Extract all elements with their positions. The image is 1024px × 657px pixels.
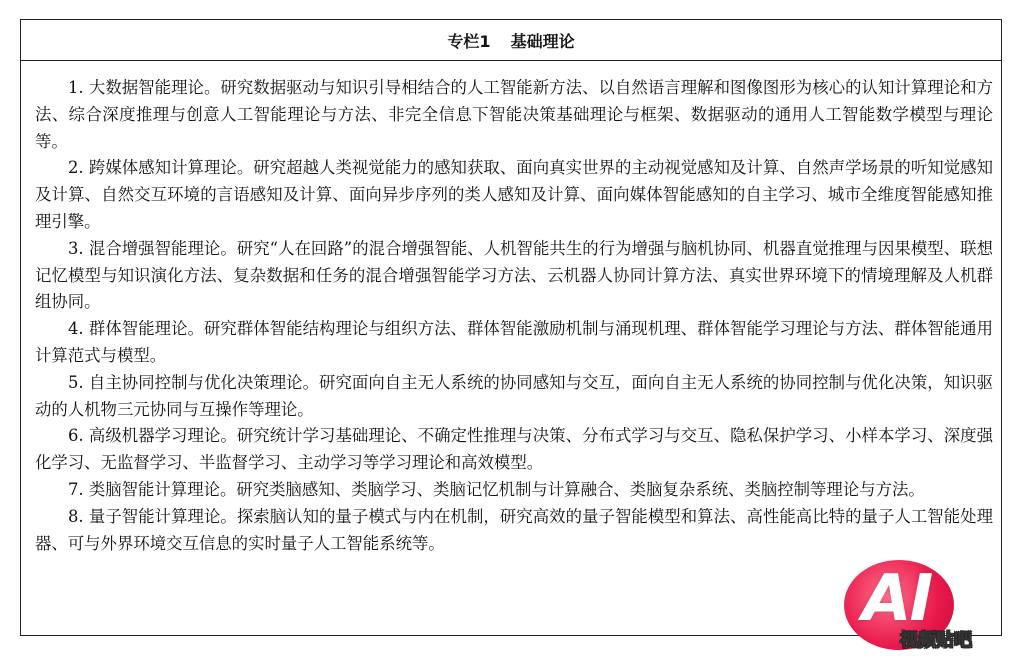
watermark-logo xyxy=(840,556,1024,657)
box-content xyxy=(21,61,1001,557)
column-label: 专栏1 xyxy=(447,31,491,51)
paragraph-6: 6. 高级机器学习理论。研究统计学习基础理论、不确定性推理与决策、分布式学习与交互、隐私保护学习、小样本学习、深度强化学习、无监督学习、半监督学习、主动学习等学习理论和高效模型。 xyxy=(35,426,993,473)
paragraph-8: 8. 量子智能计算理论。探索脑认知的量子模式与内在机制，研究高效的量子智能模型和算法、高性能高比特的量子人工智能处理器、可与外界环境交互信息的实时量子人工智能系统等。 xyxy=(35,506,993,553)
paragraph-4: 4. 群体智能理论。研究群体智能结构理论与组织方法、群体智能激励机制与涌现机理、群体智能学习理论与方法、群体智能通用计算范式与模型。 xyxy=(35,319,993,365)
paragraph-5: 5. 自主协同控制与优化决策理论。研究面向自主无人系统的协同感知与交互，面向自主无人系统的协同控制与优化决策，知识驱动的人机物三元协同与互操作等理论。 xyxy=(35,372,993,419)
logo-caption: 视频贴吧 xyxy=(900,630,972,651)
box-title: 基础理论 xyxy=(510,31,575,51)
paragraph-2: 2. 跨媒体感知计算理论。研究超越人类视觉能力的感知获取、面向真实世界的主动视觉感知及计算、自然声学场景的听知觉感知及计算、自然交互环境的言语感知及计算、面向异步序列的类人感知及计算、面向媒体智能感知的自主学习、城市全维度智能感知推理引擎。 xyxy=(35,158,993,231)
box-header xyxy=(21,20,1001,61)
paragraph-3: 3. 混合增强智能理论。研究“人在回路”的混合增强智能、人机智能共生的行为增强与脑机协同、机器直觉推理与因果模型、联想记忆模型与知识演化方法、复杂数据和任务的混合增强智能学习方法、云机器人协同计算方法、真实世界环境下的情境理解及人机群组协同。 xyxy=(35,238,993,312)
paragraph-1: 1. 大数据智能理论。研究数据驱动与知识引导相结合的人工智能新方法、以自然语言理解和图像图形为核心的认知计算理论和方法、综合深度推理与创意人工智能理论与方法、非完全信息下智能决策基础理论与框架、数据驱动的通用人工智能数学模型与理论等。 xyxy=(35,78,993,151)
feature-box xyxy=(20,19,1002,636)
paragraph-7: 7. 类脑智能计算理论。研究类脑感知、类脑学习、类脑记忆机制与计算融合、类脑复杂系统、类脑控制等理论与方法。 xyxy=(68,479,925,499)
logo-ai-text: AI xyxy=(862,562,932,636)
